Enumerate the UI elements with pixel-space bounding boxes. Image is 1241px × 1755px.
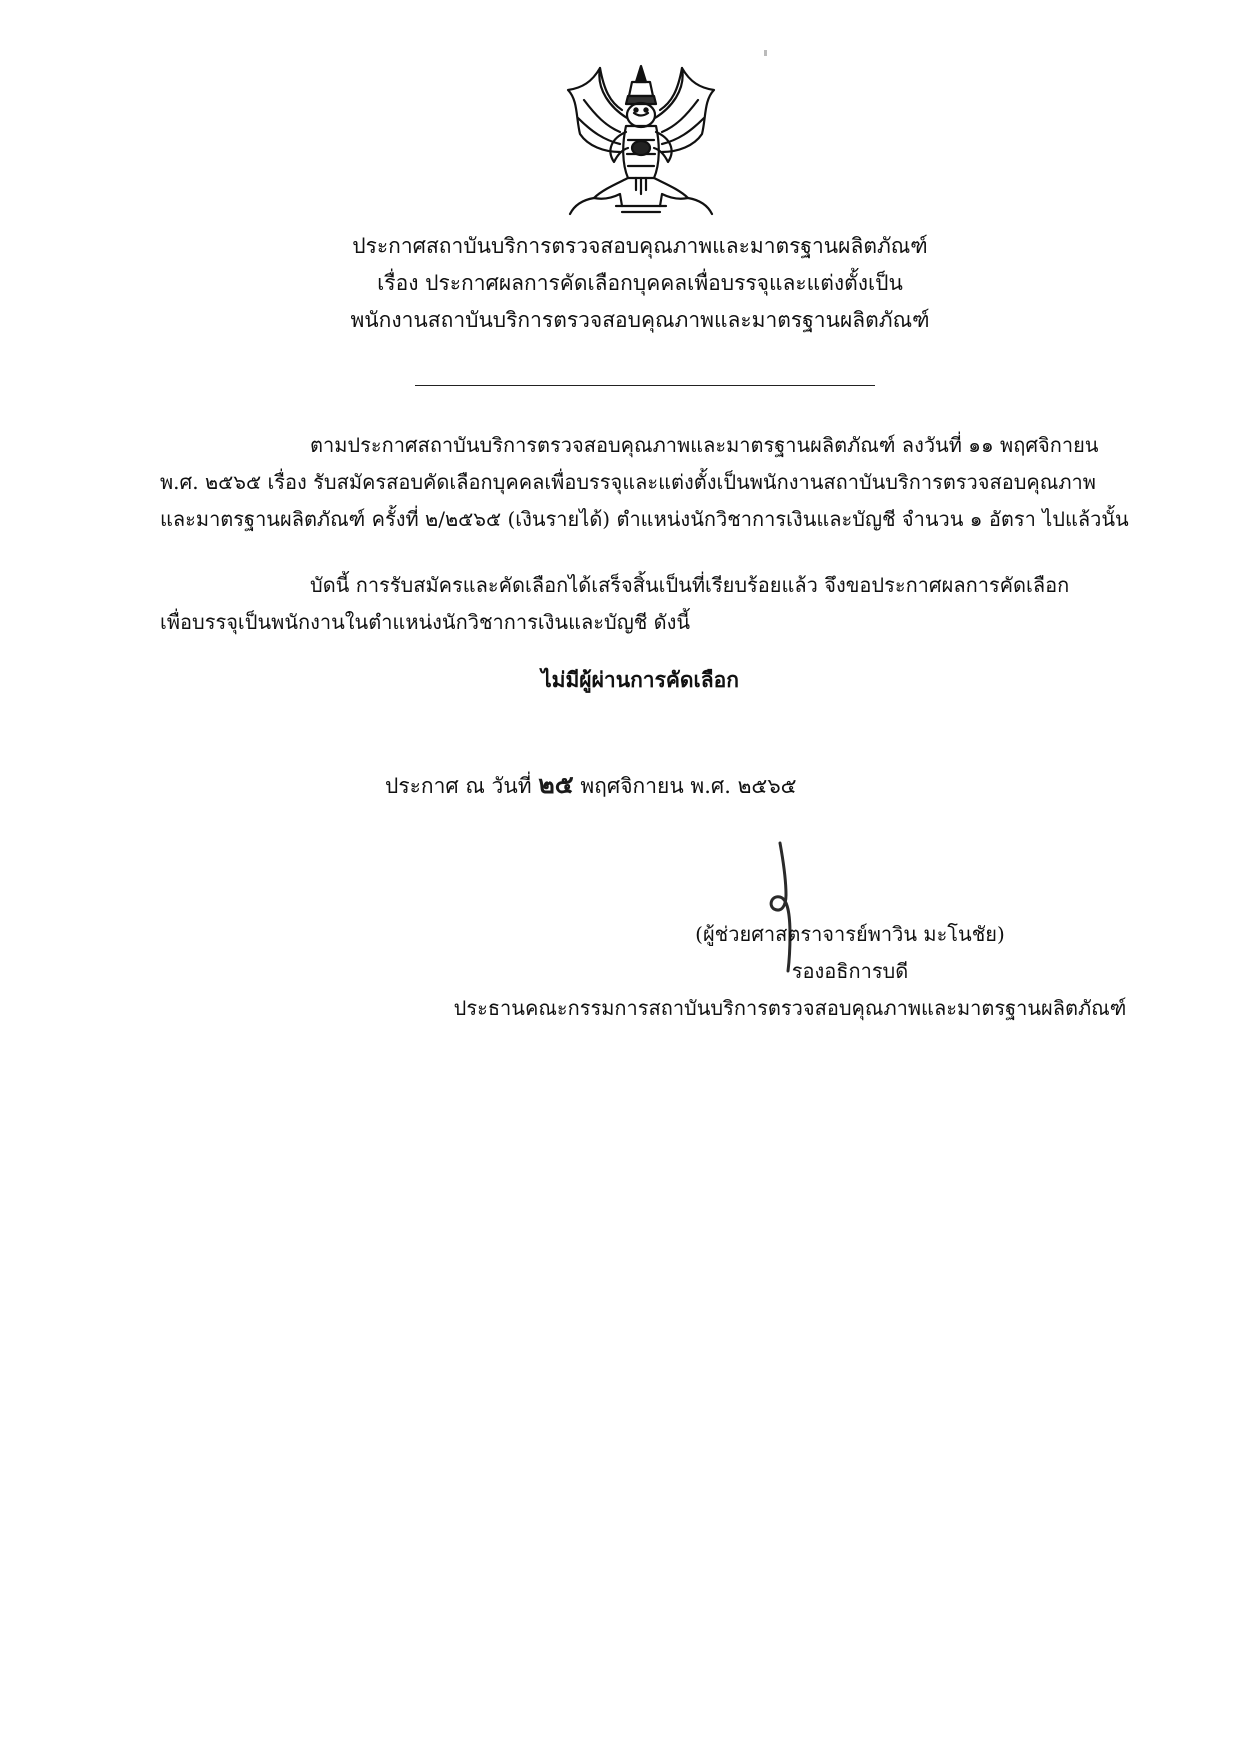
announcement-date (385, 765, 797, 805)
heading-line-2: เรื่อง ประกาศผลการคัดเลือกบุคคลเพื่อบรรจุและแต่งตั้งเป็น (377, 271, 903, 295)
heading-line-3: พนักงานสถาบันบริการตรวจสอบคุณภาพและมาตรฐานผลิตภัณฑ์ (350, 308, 930, 332)
signatory-name: (ผู้ช่วยศาสตราจารย์พาวิน มะโนชัย) (695, 922, 1005, 946)
signatory-position: ประธานคณะกรรมการสถาบันบริการตรวจสอบคุณภาพและมาตรฐานผลิตภัณฑ์ (453, 996, 1127, 1020)
date-day-handwritten: ๒๕ (538, 770, 574, 799)
paragraph-1-line-1: ตามประกาศสถาบันบริการตรวจสอบคุณภาพและมาตรฐานผลิตภัณฑ์ ลงวันที่ ๑๑ พฤศจิกายน (310, 433, 1099, 457)
announcement-heading (300, 228, 980, 339)
date-prefix: ประกาศ ณ วันที่ (385, 774, 532, 798)
result-statement: ไม่มีผู้ผ่านการคัดเลือก (541, 667, 739, 692)
heading-divider (415, 385, 875, 386)
signatory-block (420, 916, 1160, 1027)
paragraph-1-line-2: พ.ศ. ๒๕๖๕ เรื่อง รับสมัครสอบคัดเลือกบุคคลเพื่อบรรจุและแต่งตั้งเป็นพนักงานสถาบันบริการตรวจสอบคุณภาพ (160, 470, 1096, 494)
body-paragraph-1 (160, 427, 1135, 538)
date-suffix: พฤศจิกายน พ.ศ. ๒๕๖๕ (580, 774, 797, 798)
heading-line-1: ประกาศสถาบันบริการตรวจสอบคุณภาพและมาตรฐานผลิตภัณฑ์ (352, 234, 928, 258)
paragraph-2-line-1: บัดนี้ การรับสมัครและคัดเลือกได้เสร็จสิ้นเป็นที่เรียบร้อยแล้ว จึงขอประกาศผลการคัดเลือก (310, 573, 1070, 597)
body-paragraph-2 (160, 567, 1135, 641)
paragraph-1-line-3: และมาตรฐานผลิตภัณฑ์ ครั้งที่ ๒/๒๕๖๕ (เงินรายได้) ตำแหน่งนักวิชาการเงินและบัญชี จำนวน ๑ อัตรา ไปแล้วนั้น (160, 507, 1129, 531)
garuda-emblem-icon (556, 60, 726, 220)
paragraph-2-line-2: เพื่อบรรจุเป็นพนักงานในตำแหน่งนักวิชาการเงินและบัญชี ดังนี้ (160, 610, 691, 634)
signatory-title: รองอธิการบดี (791, 959, 909, 983)
scan-speck (764, 50, 767, 56)
